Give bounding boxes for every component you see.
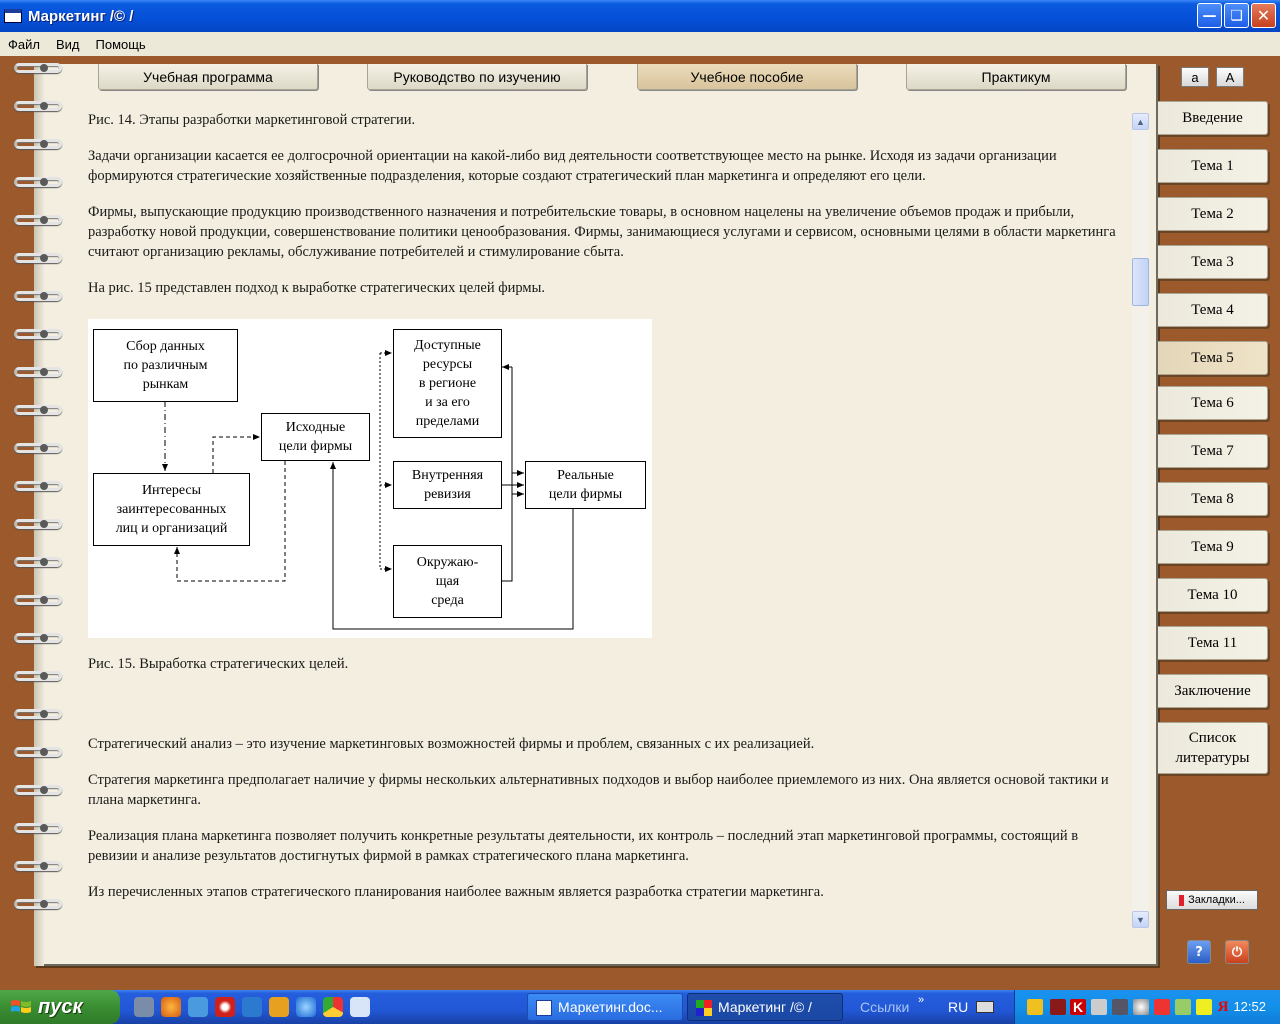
start-label: пуск [38,995,83,1018]
quicklaunch-winamp-icon[interactable] [269,997,289,1017]
side-tab-conclusion[interactable]: Заключение [1158,674,1268,708]
content-scrollbar[interactable] [1132,113,1149,929]
figure-15-caption: Рис. 15. Выработка стратегических целей. [88,656,349,672]
side-tab-topic-9[interactable]: Тема 9 [1158,530,1268,564]
spiral-ring [10,820,66,836]
box-environment: Окружаю- щая среда [393,545,502,618]
spiral-ring [10,858,66,874]
scroll-thumb[interactable] [1132,258,1149,306]
scroll-up-button[interactable]: ▲ [1132,113,1149,130]
spiral-ring [10,478,66,494]
close-button[interactable]: ✕ [1251,3,1276,28]
tray-icon[interactable] [1027,999,1043,1015]
strategy-diagram [88,319,652,638]
spiral-ring [10,212,66,228]
task-label: Маркетинг /© / [718,999,812,1015]
spiral-ring [10,98,66,114]
paragraph: На рис. 15 представлен подход к выработке стратегических целей фирмы. [88,280,545,296]
maximize-button[interactable]: ❏ [1224,3,1249,28]
power-icon: ⏻ [1231,944,1243,960]
links-chevron-icon[interactable]: » [918,994,925,1006]
spiral-binding [10,60,70,920]
spiral-ring [10,554,66,570]
yandex-icon[interactable]: Я [1217,999,1229,1015]
spiral-ring [10,440,66,456]
spiral-ring [10,250,66,266]
spiral-ring [10,592,66,608]
title-bar [0,0,1280,32]
spiral-ring [10,326,66,342]
exit-button[interactable] [1225,940,1249,964]
quicklaunch-opera-icon[interactable] [215,997,235,1017]
task-word-document[interactable] [527,993,683,1021]
spiral-ring [10,136,66,152]
quicklaunch-folder-icon[interactable] [350,997,370,1017]
paragraph: Из перечисленных этапов стратегического планирования наиболее важным является разработка стратегии маркетинга. [88,884,824,900]
spiral-ring [10,516,66,532]
box-available-resources: Доступные ресурсы в регионе и за его пределами [393,329,502,438]
task-label: Маркетинг.doc... [558,999,663,1015]
quicklaunch-chrome-icon[interactable] [323,997,343,1017]
spiral-ring [10,630,66,646]
app-icon [696,1000,712,1016]
tray-icon[interactable] [1196,999,1212,1015]
start-button[interactable] [0,990,120,1024]
volume-icon[interactable] [1091,999,1107,1015]
windows-logo-icon [10,998,32,1016]
content-area [88,110,1123,314]
quicklaunch-firefox-icon[interactable] [161,997,181,1017]
paragraph: Задачи организации касается ее долгосрочной ориентации на какой-либо вид деятельности соответствующее место на рынке. Исходя из задачи организации формируются стратегические хозяйственные подразделения, которые создают стратегический план маркетинга и определяют его цели. [88,148,1057,184]
spiral-ring [10,668,66,684]
paragraph: Стратегический анализ – это изучение маркетинговых возможностей фирмы и проблем, связанных с их реализацией. [88,736,815,752]
tray-icon[interactable] [1133,999,1149,1015]
clock: 12:52 [1233,999,1266,1014]
bookmark-icon [1179,895,1184,906]
spiral-ring [10,174,66,190]
side-tab-topic-6[interactable]: Тема 6 [1158,386,1268,420]
side-tab-topic-11[interactable]: Тема 11 [1158,626,1268,660]
side-tab-bibliography[interactable]: Список литературы [1158,722,1268,774]
side-tab-topic-5[interactable]: Тема 5 [1158,341,1268,375]
quicklaunch-app-icon[interactable] [242,997,262,1017]
spiral-ring [10,706,66,722]
spiral-ring [10,60,66,76]
side-tab-topic-1[interactable]: Тема 1 [1158,149,1268,183]
window-title: Маркетинг /© / [28,7,134,25]
font-smaller-button[interactable]: a [1181,67,1209,87]
tab-textbook[interactable]: Учебное пособие [637,64,857,90]
links-toolbar[interactable]: Ссылки [860,999,910,1015]
tray-icon[interactable] [1175,999,1191,1015]
box-initial-goals: Исходные цели фирмы [261,413,370,461]
scroll-down-button[interactable]: ▼ [1132,911,1149,928]
task-marketing-app[interactable] [687,993,843,1021]
tab-workshop[interactable]: Практикум [906,64,1126,90]
help-button[interactable] [1187,940,1211,964]
taskbar [0,990,1280,1024]
box-real-goals: Реальные цели фирмы [525,461,646,509]
side-tab-topic-4[interactable]: Тема 4 [1158,293,1268,327]
system-tray [1014,990,1280,1024]
menu-help[interactable]: Помощь [95,36,146,52]
box-collect-data: Сбор данных по различным рынкам [93,329,238,402]
menu-bar [0,32,1280,56]
bookmarks-button[interactable] [1166,890,1258,910]
font-larger-button[interactable]: A [1216,67,1244,87]
spiral-ring [10,744,66,760]
minimize-button[interactable]: — [1197,3,1222,28]
menu-file[interactable]: Файл [8,36,40,52]
spiral-ring [10,402,66,418]
side-tab-topic-7[interactable]: Тема 7 [1158,434,1268,468]
kaspersky-icon[interactable]: K [1070,999,1086,1015]
help-icon: ? [1195,944,1203,960]
tab-study-guide[interactable]: Руководство по изучению [367,64,587,90]
side-tab-topic-8[interactable]: Тема 8 [1158,482,1268,516]
quicklaunch-ie-icon[interactable] [296,997,316,1017]
paragraph: Фирмы, выпускающие продукцию производственного назначения и потребительские товары, в основном нацелены на увеличение объемов продаж и прибыли, разработку новой продукции, совершенствование политики ценообразования. Фирмы, занимающиеся услугами и сервисом, основными целями в области маркетинга считают организацию рекламы, обслуживание потребителей и стимулирование сбыта. [88,204,1116,260]
bookmarks-label: Закладки... [1188,894,1245,906]
side-tab-topic-2[interactable]: Тема 2 [1158,197,1268,231]
side-tab-intro[interactable]: Введение [1158,101,1268,135]
box-internal-audit: Внутренняя ревизия [393,461,502,509]
tray-icon[interactable] [1112,999,1128,1015]
side-tab-topic-3[interactable]: Тема 3 [1158,245,1268,279]
word-doc-icon [536,1000,552,1016]
spiral-ring [10,782,66,798]
spiral-ring [10,364,66,380]
tab-curriculum[interactable]: Учебная программа [98,64,318,90]
keyboard-icon[interactable] [976,1001,994,1013]
paragraph: Реализация плана маркетинга позволяет получить конкретные результаты деятельности, их контроль – последний этап маркетинговой программы, состоящий в ревизии и анализе результатов достигнутых фирмой в рамках стратегического плана маркетинга. [88,828,1079,864]
content-area-lower [88,654,1123,918]
app-window-icon [4,9,22,23]
spiral-ring [10,288,66,304]
quicklaunch-messenger-icon[interactable] [188,997,208,1017]
tray-icon[interactable] [1154,999,1170,1015]
spiral-ring [10,896,66,912]
paragraph: Стратегия маркетинга предполагает наличие у фирмы нескольких альтернативных подходов и выбор наиболее приемлемого из них. Она является основой тактики и плана маркетинга. [88,772,1109,808]
tray-icon[interactable] [1050,999,1066,1015]
box-stakeholder-interests: Интересы заинтересованных лиц и организаций [93,473,250,546]
language-indicator[interactable]: RU [948,999,969,1015]
figure-14-caption: Рис. 14. Этапы разработки маркетинговой стратегии. [88,112,416,128]
menu-view[interactable]: Вид [55,36,80,52]
quicklaunch-network-icon[interactable] [134,997,154,1017]
side-tab-topic-10[interactable]: Тема 10 [1158,578,1268,612]
